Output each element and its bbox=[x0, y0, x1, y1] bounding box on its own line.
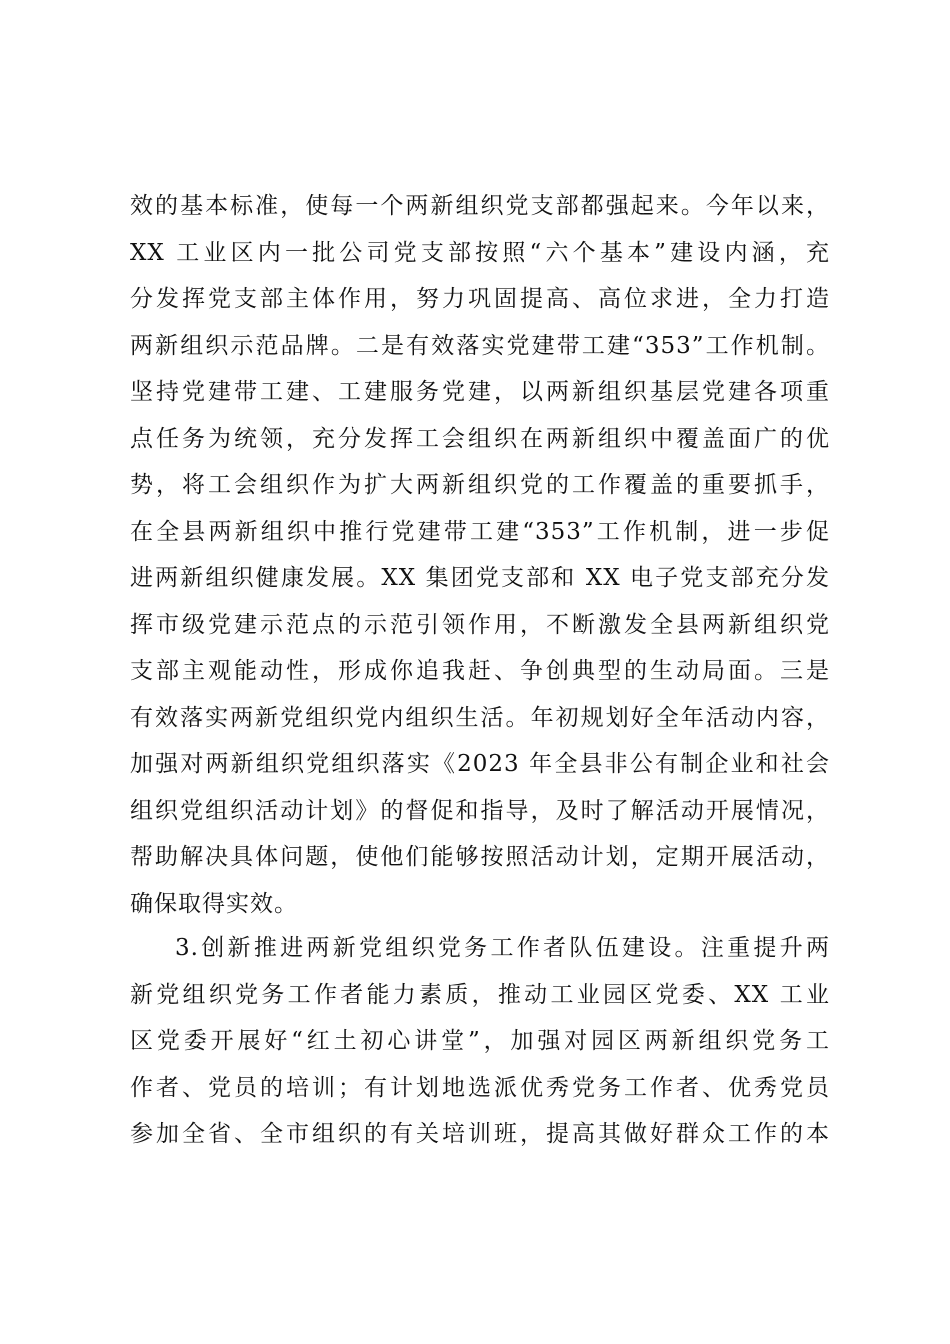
text-line: 效的基本标准，使每一个两新组织党支部都强起来。今年以来， bbox=[130, 193, 830, 219]
text-line: 分发挥党支部主体作用，努力巩固提高、高位求进，全力打造 bbox=[130, 286, 830, 312]
text-line: XX 工业区内一批公司党支部按照“六个基本”建设内涵，充 bbox=[130, 239, 830, 266]
text-line: 有效落实两新党组织党内组织生活。年初规划好全年活动内容， bbox=[130, 704, 830, 731]
text-line: 新党组织党务工作者能力素质，推动工业园区党委、XX 工业 bbox=[130, 981, 830, 1008]
text-line: 势，将工会组织作为扩大两新组织党的工作覆盖的重要抓手， bbox=[130, 472, 830, 498]
text-line: 3.创新推进两新党组织党务工作者队伍建设。注重提升两 bbox=[175, 935, 830, 961]
text-line: 加强对两新组织党组织落实《2023 年全县非公有制企业和社会 bbox=[130, 751, 830, 777]
paragraph-party-worker-team bbox=[130, 925, 830, 1158]
text-line: 作者、党员的培训；有计划地选派优秀党务工作者、优秀党员 bbox=[130, 1074, 830, 1101]
paragraph-party-branch-building bbox=[130, 183, 830, 927]
text-line: 坚持党建带工建、工建服务党建，以两新组织基层党建各项重 bbox=[130, 379, 830, 405]
text-line: 挥市级党建示范点的示范引领作用，不断激发全县两新组织党 bbox=[130, 611, 830, 638]
text-line: 组织党组织活动计划》的督促和指导，及时了解活动开展情况， bbox=[130, 797, 830, 824]
text-line: 帮助解决具体问题，使他们能够按照活动计划，定期开展活动， bbox=[130, 844, 830, 870]
text-line: 进两新组织健康发展。XX 集团党支部和 XX 电子党支部充分发 bbox=[130, 565, 830, 591]
text-line: 参加全省、全市组织的有关培训班，提高其做好群众工作的本 bbox=[130, 1121, 830, 1147]
text-line: 确保取得实效。 bbox=[130, 890, 298, 917]
text-line: 在全县两新组织中推行党建带工建“353”工作机制，进一步促 bbox=[130, 518, 830, 545]
text-line: 两新组织示范品牌。二是有效落实党建带工建“353”工作机制。 bbox=[130, 332, 830, 359]
text-line: 区党委开展好“红土初心讲堂”，加强对园区两新组织党务工 bbox=[130, 1028, 830, 1054]
text-line: 点任务为统领，充分发挥工会组织在两新组织中覆盖面广的优 bbox=[130, 425, 830, 452]
text-line: 支部主观能动性，形成你追我赶、争创典型的生动局面。三是 bbox=[130, 658, 830, 684]
